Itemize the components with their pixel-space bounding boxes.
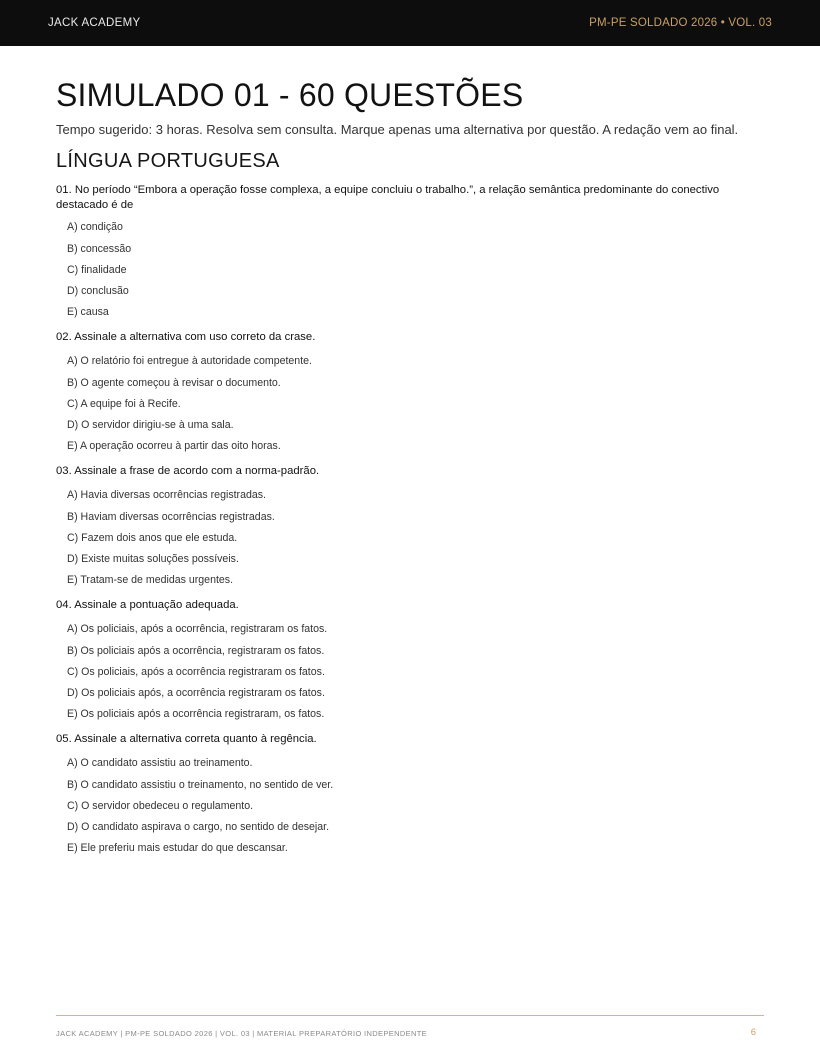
question-01 xyxy=(56,183,768,319)
option-b[interactable]: B) Haviam diversas ocorrências registradas. xyxy=(67,510,275,523)
edition-label: PM-PE SOLDADO 2026 • VOL. 03 xyxy=(589,17,772,29)
options-list xyxy=(56,347,768,453)
question-text: 05. Assinale a alternativa correta quanto à regência. xyxy=(56,733,317,746)
options-list xyxy=(56,213,768,319)
section-title: LÍNGUA PORTUGUESA xyxy=(56,150,280,172)
option-c[interactable]: C) Os policiais, após a ocorrência registraram os fatos. xyxy=(67,665,325,678)
question-text: 01. No período “Embora a operação fosse complexa, a equipe concluiu o trabalho.”, a relação semântica predominante do conectivo destacado é de xyxy=(56,184,720,211)
option-c[interactable]: C) O servidor obedeceu o regulamento. xyxy=(67,799,254,812)
option-a[interactable]: A) Os policiais, após a ocorrência, registraram os fatos. xyxy=(67,623,328,636)
option-a[interactable]: A) Havia diversas ocorrências registradas. xyxy=(67,489,267,502)
page-title: SIMULADO 01 - 60 QUESTÕES xyxy=(56,77,524,113)
option-d[interactable]: D) O servidor dirigiu-se à uma sala. xyxy=(67,419,234,432)
option-b[interactable]: B) concessão xyxy=(67,242,132,255)
option-b[interactable]: B) Os policiais após a ocorrência, registraram os fatos. xyxy=(67,644,325,657)
option-d[interactable]: D) conclusão xyxy=(67,285,129,298)
brand-name: JACK ACADEMY xyxy=(48,17,141,29)
question-text: 04. Assinale a pontuação adequada. xyxy=(56,599,239,612)
option-d[interactable]: D) Existe muitas soluções possíveis. xyxy=(67,553,239,566)
footer-text: JACK ACADEMY | PM-PE SOLDADO 2026 | VOL. 03 | MATERIAL PREPARATÓRIO INDEPENDENTE xyxy=(56,1029,428,1038)
question-text: 03. Assinale a frase de acordo com a norma-padrão. xyxy=(56,465,320,478)
header-bar xyxy=(0,0,820,46)
option-c[interactable]: C) Fazem dois anos que ele estuda. xyxy=(67,531,238,544)
page-number: 6 xyxy=(750,1027,756,1038)
option-e[interactable]: E) causa xyxy=(67,306,109,319)
options-list xyxy=(56,749,768,855)
footer-divider xyxy=(56,1015,764,1016)
option-c[interactable]: C) finalidade xyxy=(67,263,127,276)
question-text: 02. Assinale a alternativa com uso correto da crase. xyxy=(56,331,316,344)
options-list xyxy=(56,481,768,587)
option-e[interactable]: E) Ele preferiu mais estudar do que descansar. xyxy=(67,842,288,855)
option-b[interactable]: B) O agente começou à revisar o documento. xyxy=(67,376,281,389)
question-04 xyxy=(56,598,768,721)
option-a[interactable]: A) O relatório foi entregue à autoridade competente. xyxy=(67,355,312,368)
option-b[interactable]: B) O candidato assistiu o treinamento, no sentido de ver. xyxy=(67,778,334,791)
option-d[interactable]: D) Os policiais após, a ocorrência registraram os fatos. xyxy=(67,687,325,700)
option-d[interactable]: D) O candidato aspirava o cargo, no sentido de desejar. xyxy=(67,821,330,834)
intro-text: Tempo sugerido: 3 horas. Resolva sem consulta. Marque apenas uma alternativa por questão. A redação vem ao final. xyxy=(56,122,739,137)
question-05 xyxy=(56,732,768,855)
option-e[interactable]: E) A operação ocorreu à partir das oito horas. xyxy=(67,440,281,453)
option-a[interactable]: A) condição xyxy=(67,221,123,234)
question-03 xyxy=(56,464,768,587)
option-e[interactable]: E) Os policiais após a ocorrência registraram, os fatos. xyxy=(67,708,325,721)
question-02 xyxy=(56,330,768,453)
option-a[interactable]: A) O candidato assistiu ao treinamento. xyxy=(67,757,253,770)
options-list xyxy=(56,615,768,721)
option-c[interactable]: C) A equipe foi à Recife. xyxy=(67,397,181,410)
option-e[interactable]: E) Tratam-se de medidas urgentes. xyxy=(67,574,234,587)
main-content xyxy=(56,76,768,855)
